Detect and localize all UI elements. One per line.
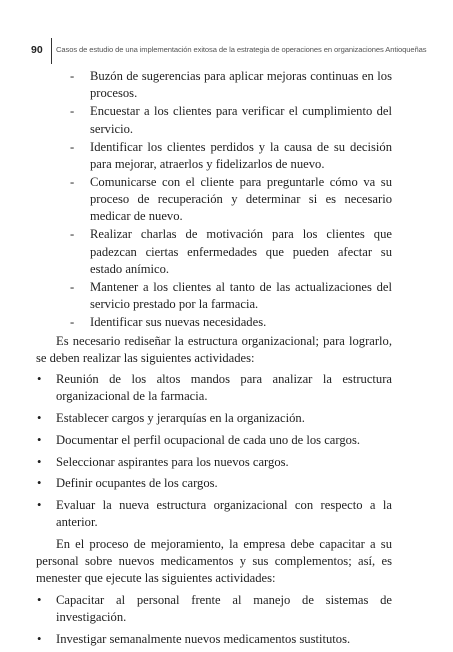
running-title: Casos de estudio de una implementación exitosa de la estrategia de operaciones en organizaciones Antioqueñas	[56, 45, 427, 54]
paragraph: Es necesario rediseñar la estructura organizacional; para lograrlo, se deben realizar las siguientes actividades:	[36, 333, 392, 365]
list-item	[36, 226, 392, 278]
list-item	[36, 592, 392, 627]
bullet-marker: •	[37, 432, 42, 447]
bullet-marker: •	[37, 497, 42, 512]
dash-marker: -	[70, 315, 75, 330]
list-item	[36, 103, 392, 138]
list-item	[36, 432, 392, 449]
dash-marker: -	[70, 139, 75, 154]
page-number: 90	[31, 44, 43, 56]
list-item-text: Reunión de los altos mandos para analizar la estructura organizacional de la farmacia.	[56, 372, 392, 404]
dash-marker: -	[70, 104, 75, 119]
dash-list	[36, 68, 392, 332]
bullet-marker: •	[37, 476, 42, 491]
list-item-text: Encuestar a los clientes para verificar el cumplimiento del servicio.	[90, 104, 392, 136]
bullet-marker: •	[37, 454, 42, 469]
list-item-text: Establecer cargos y jerarquías en la organización.	[56, 411, 305, 426]
list-item-text: Buzón de sugerencias para aplicar mejoras continuas en los procesos.	[90, 69, 392, 101]
bullet-marker: •	[37, 372, 42, 387]
list-item	[36, 497, 392, 532]
list-item-text: Evaluar la nueva estructura organizacional con respecto a la anterior.	[56, 497, 392, 530]
list-item-text: Realizar charlas de motivación para los clientes que padezcan ciertas enfermedades que pueden afectar su estado anímico.	[90, 227, 392, 277]
list-item	[36, 314, 392, 331]
dash-marker: -	[70, 69, 75, 83]
dash-marker: -	[70, 280, 75, 294]
list-item	[36, 631, 392, 648]
bullet-marker: •	[37, 411, 42, 426]
body-text	[36, 68, 392, 652]
list-item	[36, 68, 392, 103]
list-item-text: Identificar los clientes perdidos y la causa de su decisión para mejorar, atraerlos y fidelizarlos de nuevo.	[90, 139, 392, 171]
list-item-text: Comunicarse con el cliente para preguntarle cómo va su proceso de recuperación y determinar si es necesario medicar de nuevo.	[90, 174, 392, 224]
list-item	[36, 174, 392, 226]
list-item	[36, 371, 392, 406]
paragraph: En el proceso de mejoramiento, la empresa debe capacitar a su personal sobre nuevos medicamentos y sus complementos; así, es menester que ejecute las siguientes actividades:	[36, 536, 392, 586]
list-item	[36, 139, 392, 174]
list-item	[36, 454, 392, 471]
list-item-text: Seleccionar aspirantes para los nuevos cargos.	[56, 454, 289, 469]
list-item-text: Documentar el perfil ocupacional de cada uno de los cargos.	[56, 432, 360, 447]
list-item-text: Capacitar al personal frente al manejo de sistemas de investigación.	[56, 592, 392, 625]
list-item-text: Definir ocupantes de los cargos.	[56, 476, 218, 491]
list-item-text: Investigar semanalmente nuevos medicamentos sustitutos.	[56, 631, 351, 646]
bullet-marker: •	[37, 631, 42, 646]
bullet-list	[36, 371, 392, 531]
bullet-marker: •	[37, 592, 42, 607]
list-item	[36, 475, 392, 492]
dash-marker: -	[70, 227, 75, 242]
dash-marker: -	[70, 174, 75, 189]
page-header	[31, 38, 431, 64]
header-divider	[51, 38, 52, 64]
list-item-text: Mantener a los clientes al tanto de las actualizaciones del servicio prestado por la farmacia.	[90, 280, 392, 312]
list-item-text: Identificar sus nuevas necesidades.	[90, 315, 267, 330]
list-item	[36, 410, 392, 427]
list-item	[36, 279, 392, 314]
